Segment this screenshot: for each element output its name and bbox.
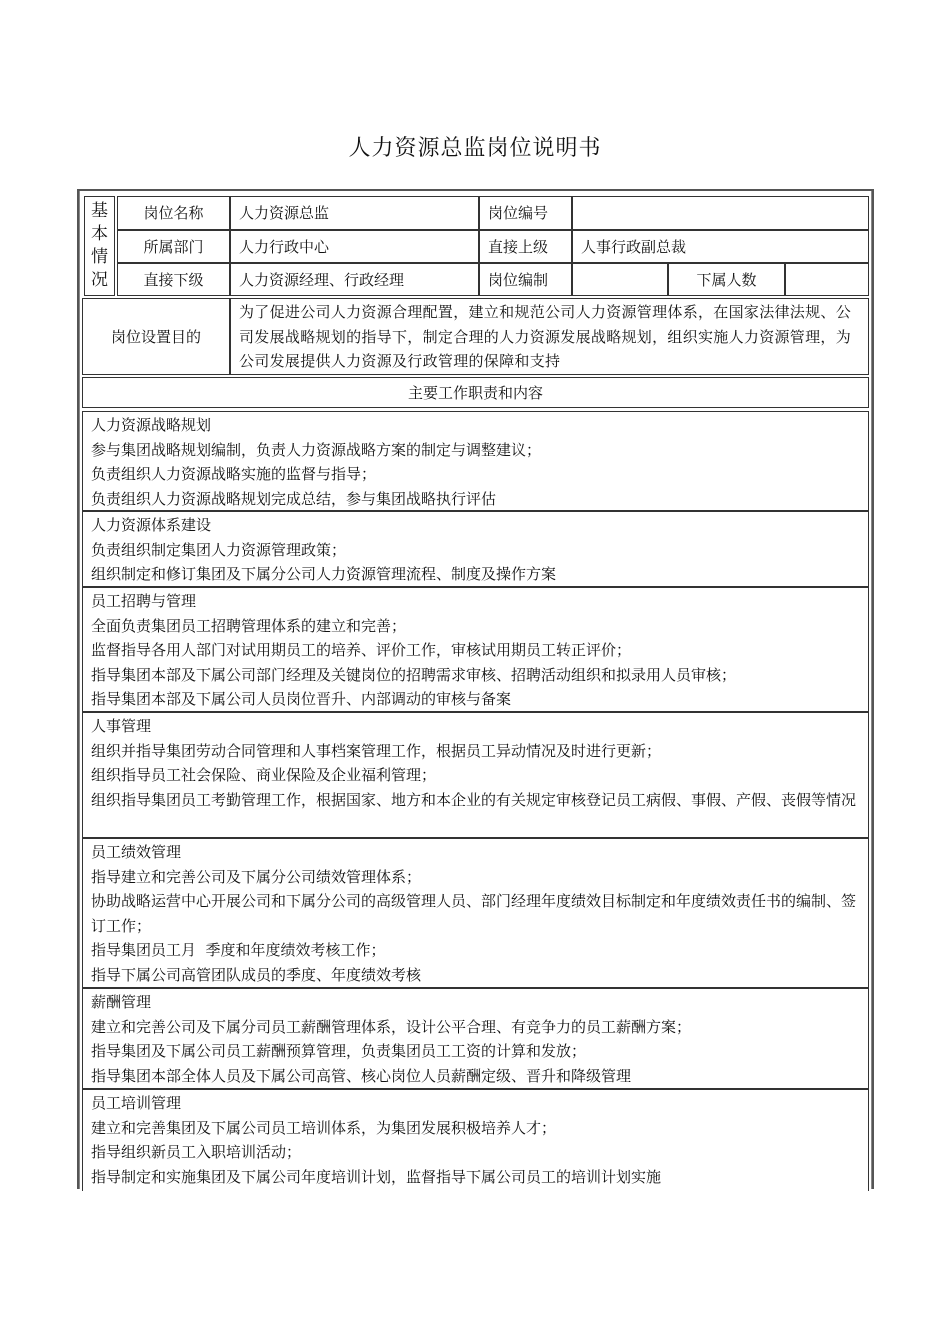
label-position-name: 岗位名称 (117, 196, 230, 230)
duty-line: 组织制定和修订集团及下属分公司人力资源管理流程、制度及操作方案 (91, 565, 557, 584)
value-position-code (572, 196, 869, 230)
duties-header: 主要工作职责和内容 (82, 377, 869, 408)
side-char: 基 (91, 201, 108, 221)
duty-line: 协助战略运营中心开展公司和下属分公司的高级管理人员、部门经理年度绩效目标制定和年度绩效责任书的编制、签订工作； (91, 892, 857, 935)
duty-line: 指导下属公司高管团队成员的季度、年度绩效考核 (91, 965, 422, 984)
section-heading: 员工绩效管理 (91, 843, 182, 861)
duty-line: 指导组织新员工入职培训活动； (91, 1143, 302, 1162)
duty-line: 建立和完善集团及下属公司员工培训体系，为集团发展积极培养人才； (91, 1118, 557, 1137)
label-position-code: 岗位编号 (479, 196, 572, 230)
page-title: 人力资源总监岗位说明书 (348, 136, 602, 161)
section-heading: 人力资源体系建设 (91, 516, 212, 534)
duty-line: 指导制定和实施集团及下属公司年度培训计划，监督指导下属公司员工的培训计划实施 (91, 1167, 662, 1186)
duty-line: 监督指导各用人部门对试用期员工的培养、评价工作，审核试用期员工转正评价； (91, 641, 632, 660)
value-direct-subordinates: 人力资源经理、行政经理 (230, 263, 479, 296)
side-char: 情 (91, 247, 108, 267)
section-heading: 员工招聘与管理 (91, 592, 197, 610)
duty-line: 全面负责集团员工招聘管理体系的建立和完善； (91, 616, 407, 635)
basic-info-side-label (84, 196, 115, 296)
label-direct-superior: 直接上级 (479, 230, 572, 263)
purpose-text: 为了促进公司人力资源合理配置，建立和规范公司人力资源管理体系，在国家法律法规、公司发展战略规划的指导下，制定合理的人力资源发展战略规划，组织实施人力资源管理，为公司发展提供人力资源及行政管理的保障和支持 (230, 298, 869, 375)
label-headcount: 岗位编制 (479, 263, 572, 296)
label-department: 所属部门 (117, 230, 230, 263)
duty-line: 指导集团员工月 季度和年度绩效考核工作； (91, 941, 386, 960)
duty-line: 指导集团本部及下属公司部门经理及关键岗位的招聘需求审核、招聘活动组织和拟录用人员审核； (91, 665, 737, 684)
duty-line: 指导集团本部全体人员及下属公司高管、核心岗位人员薪酬定级、晋升和降级管理 (91, 1066, 632, 1085)
label-direct-subordinates: 直接下级 (117, 263, 230, 296)
duty-section-hr-system (82, 511, 869, 587)
duty-line: 负责组织制定集团人力资源管理政策； (91, 540, 347, 559)
section-heading: 人力资源战略规划 (91, 416, 212, 434)
duty-line: 组织指导集团员工考勤管理工作，根据国家、地方和本企业的有关规定审核登记员工病假、事假、产假、丧假等情况 (91, 790, 857, 809)
duty-line: 指导建立和完善公司及下属分公司绩效管理体系； (91, 867, 422, 886)
side-char: 本 (91, 224, 108, 244)
duty-section-training (82, 1089, 869, 1191)
section-heading: 人事管理 (91, 717, 152, 735)
section-heading: 薪酬管理 (91, 993, 152, 1011)
duty-line: 建立和完善公司及下属分司员工薪酬管理体系，设计公平合理、有竞争力的员工薪酬方案； (91, 1017, 692, 1036)
job-description-table (77, 189, 874, 1189)
duty-line: 组织指导员工社会保险、商业保险及企业福利管理； (91, 766, 437, 785)
label-purpose: 岗位设置目的 (82, 298, 230, 375)
value-headcount (572, 263, 668, 296)
value-department: 人力行政中心 (230, 230, 479, 263)
duty-line: 负责组织人力资源战略实施的监督与指导； (91, 465, 377, 484)
duty-section-hr-strategy (82, 411, 869, 511)
value-subordinate-count (785, 263, 869, 296)
duty-section-recruitment (82, 587, 869, 712)
duty-section-compensation (82, 988, 869, 1089)
value-position-name: 人力资源总监 (230, 196, 479, 230)
duty-line: 参与集团战略规划编制，负责人力资源战略方案的制定与调整建议； (91, 440, 542, 459)
duty-line: 指导集团及下属公司员工薪酬预算管理，负责集团员工工资的计算和发放； (91, 1042, 587, 1061)
duty-section-personnel (82, 712, 869, 838)
duty-line: 负责组织人力资源战略规划完成总结，参与集团战略执行评估 (91, 489, 497, 508)
duty-section-performance (82, 838, 869, 988)
value-direct-superior: 人事行政副总裁 (572, 230, 869, 263)
duty-line: 组织并指导集团劳动合同管理和人事档案管理工作，根据员工异动情况及时进行更新； (91, 741, 662, 760)
duty-line: 指导集团本部及下属公司人员岗位晋升、内部调动的审核与备案 (91, 690, 512, 709)
label-subordinate-count: 下属人数 (668, 263, 785, 296)
side-char: 况 (91, 270, 108, 290)
section-heading: 员工培训管理 (91, 1094, 182, 1112)
